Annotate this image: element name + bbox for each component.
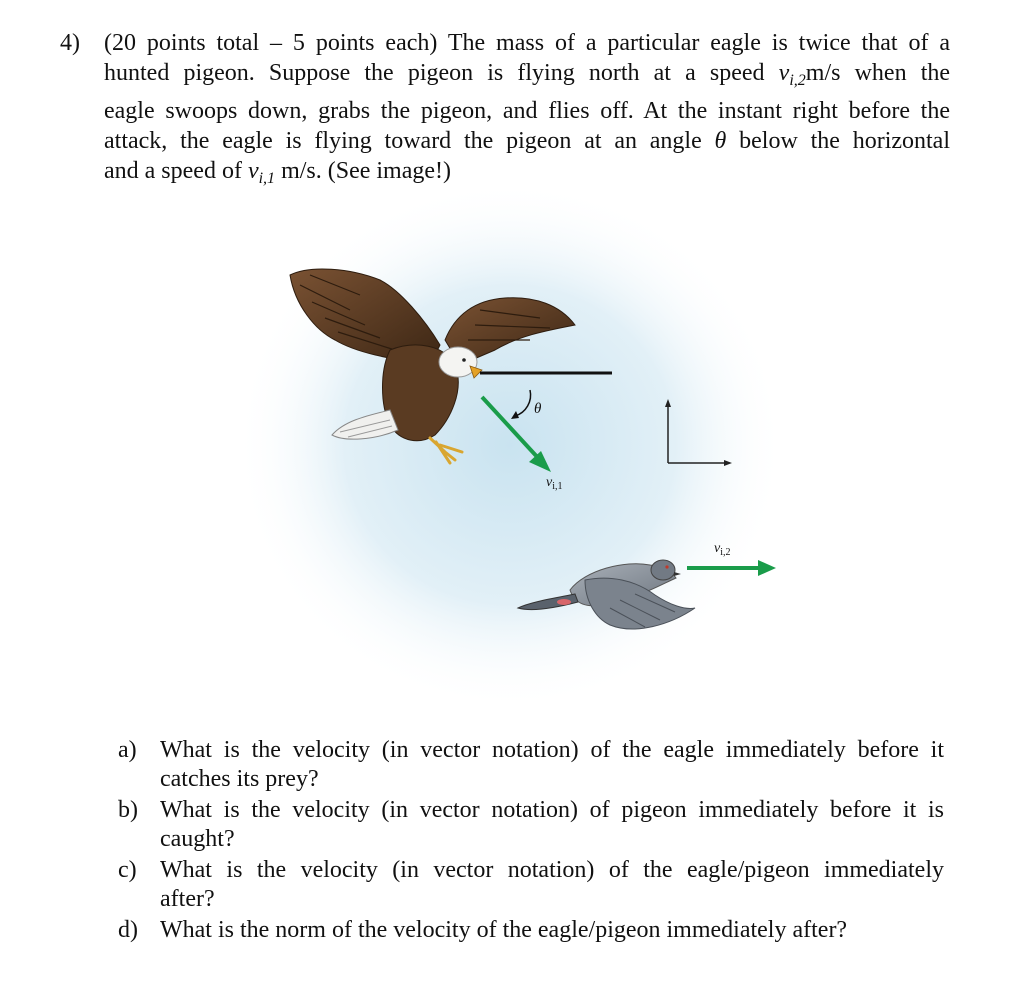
problem-line-3: eagle swoops down, grabs the pigeon, and flies off. At the instant right before the [104, 98, 950, 124]
v1-label-main: v [546, 475, 553, 490]
problem-line-5-end: m/s. (See image!) [281, 158, 452, 184]
theta-symbol: θ [714, 128, 727, 154]
problem-line-4 [104, 126, 950, 156]
pigeon-speed-subscript-text: i,2 [789, 72, 806, 89]
v2-arrow-head [758, 560, 776, 576]
question-b-letter: b) [118, 797, 138, 823]
question-c-letter: c) [118, 857, 137, 883]
question-a [118, 736, 944, 794]
question-d-line-1: What is the norm of the velocity of the eagle/pigeon immediately after? [160, 917, 848, 943]
eagle-eye [462, 358, 466, 362]
question-d [118, 916, 944, 945]
pigeon-speed-subscript [789, 72, 805, 89]
v2-label-main: v [714, 541, 721, 556]
question-b-line-1: What is the velocity (in vector notation) of pigeon immediately before it is [160, 797, 944, 823]
question-c-line-1: What is the velocity (in vector notation) of the eagle/pigeon immediately [160, 857, 944, 883]
problem-line-2 [104, 58, 950, 96]
v2-label-sub: i,2 [720, 547, 731, 558]
problem-line-2-text: hunted pigeon. Suppose the pigeon is flying north at a speed [104, 60, 765, 86]
question-a-line-2: catches its prey? [160, 766, 319, 792]
pigeon-head [651, 560, 675, 580]
pigeon-eye [665, 565, 668, 568]
question-a-letter: a) [118, 737, 137, 763]
v1-label-sub: i,1 [552, 481, 563, 492]
pigeon-speed-symbol: v [778, 60, 790, 86]
problem-statement [60, 28, 950, 194]
question-b [118, 796, 944, 854]
question-a-line-1: What is the velocity (in vector notation) of the eagle immediately before it [160, 737, 944, 763]
eagle-speed-subscript-text: i,1 [258, 170, 276, 187]
eagle-head [439, 347, 477, 377]
problem-line-1: (20 points total – 5 points each) The mass of a particular eagle is twice that of a [104, 30, 950, 56]
question-c [118, 856, 944, 914]
problem-line-4-text: attack, the eagle is flying toward the pigeon at an angle [104, 128, 702, 154]
problem-number: 4) [60, 30, 80, 56]
eagle-pigeon-figure [240, 180, 800, 710]
question-d-letter: d) [118, 917, 138, 943]
background-glow [240, 180, 785, 710]
pigeon-feet [557, 599, 571, 605]
problem-line-2-end: m/s when the [805, 60, 951, 86]
problem-line-4-end: below the horizontal [739, 128, 951, 154]
eagle-speed-symbol: v [247, 158, 259, 184]
question-b-line-2: caught? [160, 826, 235, 852]
theta-label: θ [534, 401, 542, 417]
problem-body [104, 28, 950, 194]
pigeon-speed-var [778, 60, 806, 89]
problem-line-5-text: and a speed of [104, 158, 242, 184]
question-list [118, 736, 944, 947]
question-c-line-2: after? [160, 886, 215, 912]
